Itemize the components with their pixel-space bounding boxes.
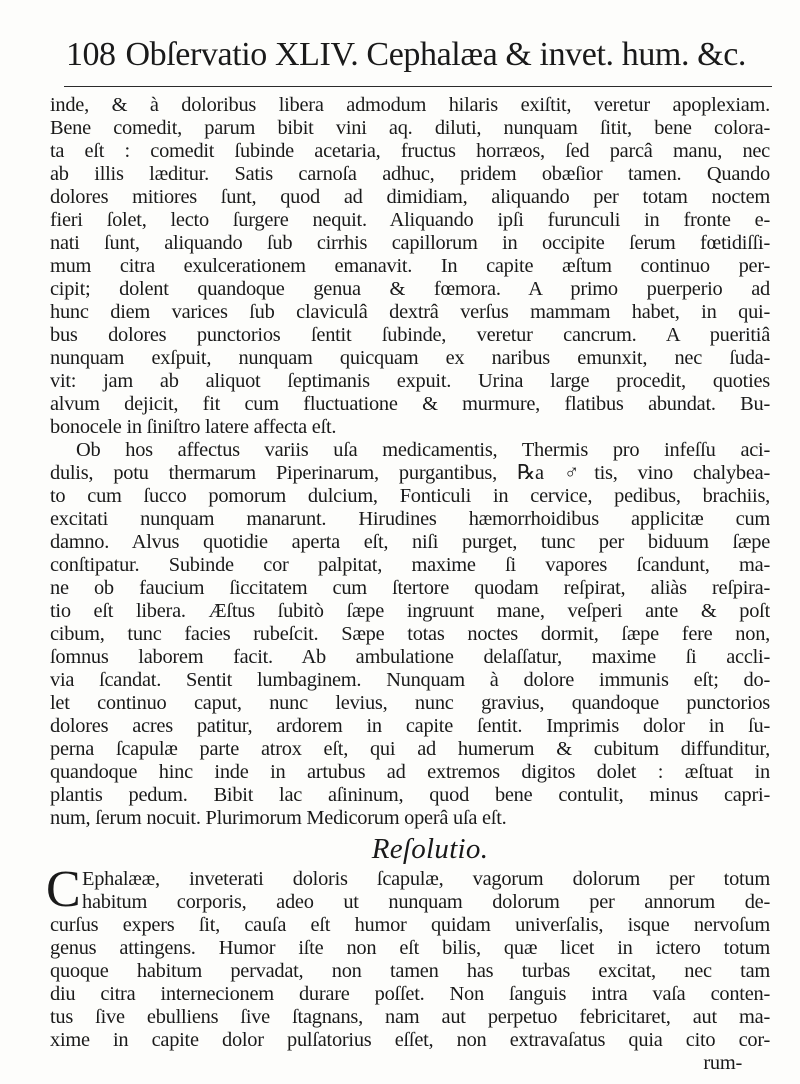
text-line: cipit; dolent quandoque genua & fœmora. A primo puerperio ad (50, 278, 770, 300)
running-title: Obſervatio XLIV. Cephalæa & invet. hum. &c. (125, 36, 746, 73)
text-line: perna ſcapulæ parte atrox eſt, qui ad humerum & cubitum diffunditur, (50, 738, 770, 760)
treatment-paragraph (50, 439, 770, 830)
text-line: Ob hos affectus variis uſa medicamentis, Thermis pro infeſſu aci- (76, 439, 770, 461)
text-line: tus ſive ebulliens ſive ſtagnans, nam aut perpetuo febricitaret, aut ma- (50, 1006, 770, 1028)
page-number: 108 (66, 36, 116, 73)
text-line: diu citra internecionem durare poſſet. Non ſanguis intra vaſa conten- (50, 983, 770, 1005)
running-head (66, 36, 766, 86)
text-line: cibum, tunc facies rubeſcit. Sæpe totas noctes dormit, ſæpe fere non, (50, 623, 770, 645)
text-line: ab illis læditur. Satis carnoſa adhuc, pridem obæſior tamen. Quando (50, 163, 770, 185)
text-line: via ſcandat. Sentit lumbaginem. Nunquam à dolore immunis eſt; do- (50, 669, 770, 691)
section-heading-resolutio: Reſolutio. (371, 833, 489, 865)
text-line: nunquam exſpuit, nunquam quicquam ex naribus emunxit, nec ſuda- (50, 347, 770, 369)
text-line: xime in capite dolor pulſatorius eſſet, non extravaſatus quia cito cor- (50, 1029, 770, 1051)
text-line: quandoque hinc inde in artubus ad extremos digitos dolet : æſtuat in (50, 761, 770, 783)
body-text (46, 94, 770, 1075)
text-line: alvum dejicit, fit cum fluctuatione & murmure, flatibus abundat. Bu- (50, 393, 770, 415)
text-line: bus dolores punctorios ſentit ſubinde, veretur cancrum. A pueritiâ (50, 324, 770, 346)
text-line: dolores acres patitur, ardorem in capite ſentit. Imprimis dolor in ſu- (50, 715, 770, 737)
text-line: ne ob faucium ſiccitatem cum ſtertore quodam reſpirat, aliàs reſpira- (50, 577, 770, 599)
catchword: rum- (703, 1052, 742, 1074)
drop-cap-initial: C (46, 861, 81, 918)
text-line: fieri ſolet, lecto ſurgere nequit. Aliquando ipſi furunculi in fronte e- (50, 209, 770, 231)
text-line: let continuo caput, nunc levius, nunc gravius, quandoque punctorios (50, 692, 770, 714)
text-line: inde, & à doloribus libera admodum hilaris exiſtit, veretur apoplexiam. (50, 94, 770, 116)
text-line: curſus expers ſit, cauſa eſt humor quidam univerſalis, isque nervoſum (50, 914, 770, 936)
text-line: bonocele in ſiniſtro latere affecta eſt. (50, 416, 337, 438)
text-line: habitum corporis, adeo ut nunquam dolorum per annorum de- (82, 891, 770, 913)
text-line: excitati nunquam manarunt. Hirudines hæmorrhoidibus applicitæ cum (50, 508, 770, 530)
text-line: quoque habitum pervadat, non tamen has turbas excitat, nec tam (50, 960, 770, 982)
case-history-paragraph (50, 94, 770, 439)
text-line: dolores mitiores ſunt, quod ad dimidiam, aliquando per totam noctem (50, 186, 770, 208)
text-line: Bene comedit, parum bibit vini aq. diluti, nunquam ſitit, bene colora- (50, 117, 770, 139)
text-line: dulis, potu thermarum Piperinarum, purgantibus, ℞a ♂tis, vino chalybea- (50, 462, 770, 484)
text-line: to cum ſucco pomorum dulcium, Fonticuli in cervice, pedibus, brachiis, (50, 485, 770, 507)
text-line: damno. Alvus quotidie aperta eſt, niſi purget, tunc per biduum ſæpe (50, 531, 770, 553)
text-line: vit: jam ab aliquot ſeptimanis expuit. Urina large procedit, quoties (50, 370, 770, 392)
text-line: nati ſunt, aliquando ſub cirrhis capillorum in occipite ſerum fœtidiſſi- (50, 232, 770, 254)
text-line: hunc diem varices ſub claviculâ dextrâ verſus mammam habet, in qui- (50, 301, 770, 323)
header-rule (64, 86, 772, 87)
text-line: num, ſerum nocuit. Plurimorum Medicorum operâ uſa eſt. (50, 807, 507, 829)
text-line: ta eſt : comedit ſubinde acetaria, fructus horræos, ſed parcâ manu, nec (50, 140, 770, 162)
text-line: tio eſt libera. Æſtus ſubitò ſæpe ingruunt mane, veſperi ante & poſt (50, 600, 770, 622)
text-line: ſomnus laborem facit. Ab ambulatione delaſſatur, maxime ſi accli- (50, 646, 770, 668)
text-line: genus attingens. Humor iſte non eſt bilis, quæ licet in ictero totum (50, 937, 770, 959)
text-line: plantis pedum. Bibit lac aſininum, quod bene contulit, minus capri- (50, 784, 770, 806)
resolutio-paragraph (46, 861, 770, 1075)
text-line: mum citra exulcerationem emanavit. In capite æſtum continuo per- (50, 255, 770, 277)
text-line: Ephalææ, inveterati doloris ſcapulæ, vagorum dolorum per totum (82, 868, 770, 890)
text-line: conſtipatur. Subinde cor palpitat, maxime ſi vapores ſcandunt, ma- (50, 554, 770, 576)
